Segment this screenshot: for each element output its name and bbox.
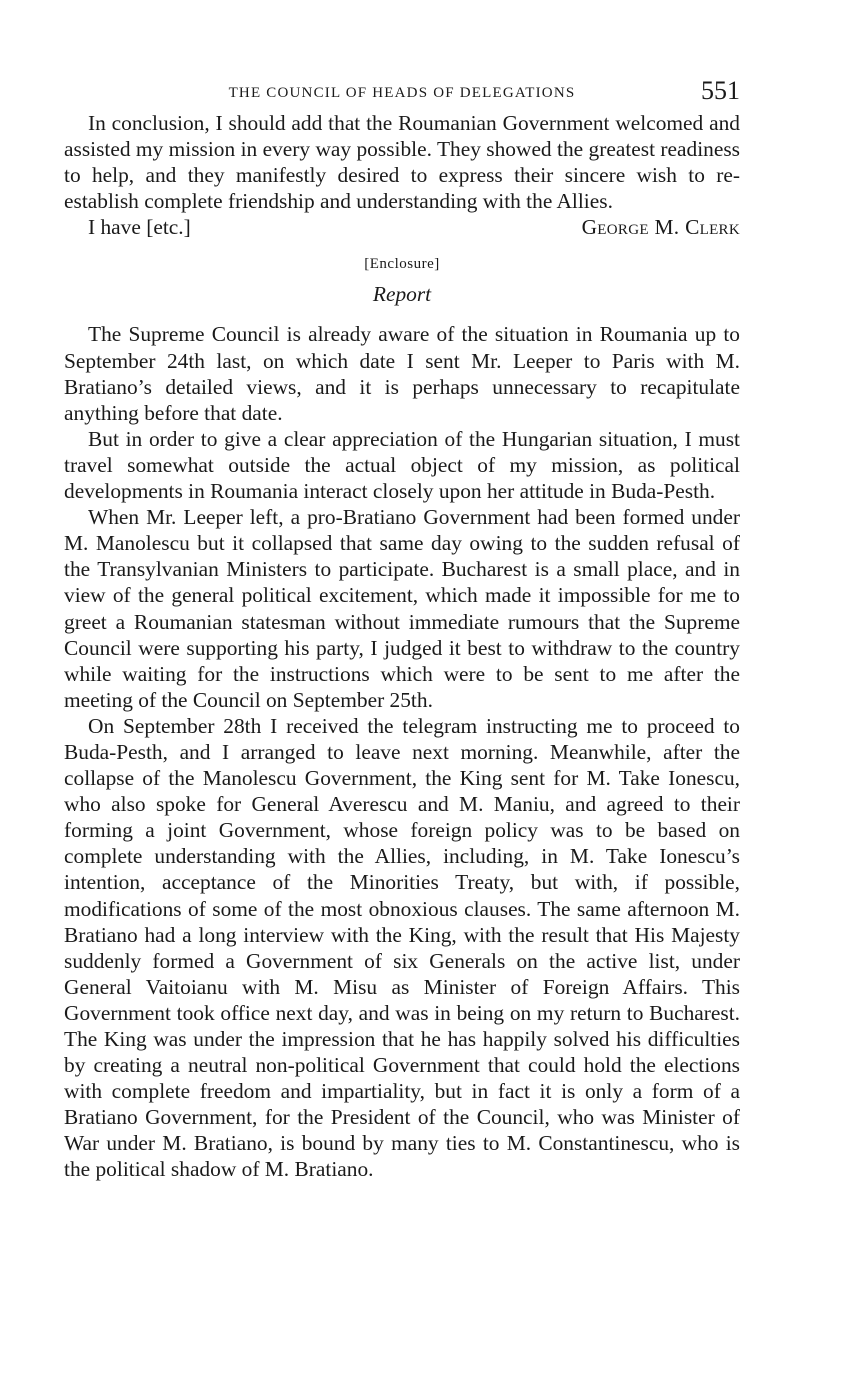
- signature: George M. Clerk: [581, 215, 740, 240]
- report-title: Report: [372, 282, 432, 307]
- running-head: THE COUNCIL OF HEADS OF DELEGATIONS: [228, 85, 576, 101]
- report-paragraph: The Supreme Council is already aware of the situation in Roumania up to September 24th last, on which date I sent Mr. Leeper to Paris with M. Bratiano’s detailed views, and it is perhaps unnecessary to recapitulate anything before that date.: [64, 322, 740, 425]
- enclosure-label: [Enclosure]: [364, 256, 440, 273]
- page-header: [64, 76, 740, 110]
- letter-closing-paragraph: In conclusion, I should add that the Roumanian Government welcomed and assisted my mission in every way possible. They showed the greatest readiness to help, and they manifestly desired to express their sincere wish to re-establish complete friendship and understanding with the Allies.: [64, 111, 740, 214]
- salutation: I have [etc.]: [88, 215, 191, 240]
- signature-line: [64, 214, 740, 240]
- report-paragraph: But in order to give a clear appreciation of the Hungarian situation, I must travel somewhat outside the actual object of my mission, as political developments in Roumania interact closely upon her attitude in Buda-Pesth.: [64, 426, 740, 504]
- document-page: [64, 76, 740, 1183]
- report-paragraph: On September 28th I received the telegram instructing me to proceed to Buda-Pesth, and I arranged to leave next morning. Meanwhile, after the collapse of the Manolescu Government, the King sent for M. Take Ionescu, who also spoke for General Averescu and M. Maniu, and agreed to their forming a joint Government, whose foreign policy was to be based on complete understanding with the Allies, including, in M. Take Ionescu’s intention, acceptance of the Minorities Treaty, but with, if possible, modifications of some of the most obnoxious clauses. The same afternoon M. Bratiano had a long interview with the King, with the result that His Majesty suddenly formed a Government of six Generals on the active list, under General Vaitoianu with M. Misu as Minister of Foreign Affairs. This Government took office next day, and was in being on my return to Bucharest. The King was under the impression that he has happily solved his difficulties by creating a neutral non-political Government that could hold the elections with complete freedom and impartiality, but in fact it is only a form of a Bratiano Government, for the President of the Council, who was Minister of War under M. Bratiano, is bound by many ties to M. Constantinescu, who is the political shadow of M. Bratiano.: [64, 713, 740, 1182]
- page-number: 551: [701, 76, 740, 105]
- report-paragraph: When Mr. Leeper left, a pro-Bratiano Government had been formed under M. Manolescu but it collapsed that same day owing to the sudden refusal of the Transylvanian Ministers to participate. Bucharest is a small place, and in view of the general political excitement, which made it impossible for me to greet a Roumanian statesman without immediate rumours that the Supreme Council were supporting his party, I judged it best to withdraw to the country while waiting for the instructions which were to be sent to me after the meeting of the Council on September 25th.: [64, 505, 740, 712]
